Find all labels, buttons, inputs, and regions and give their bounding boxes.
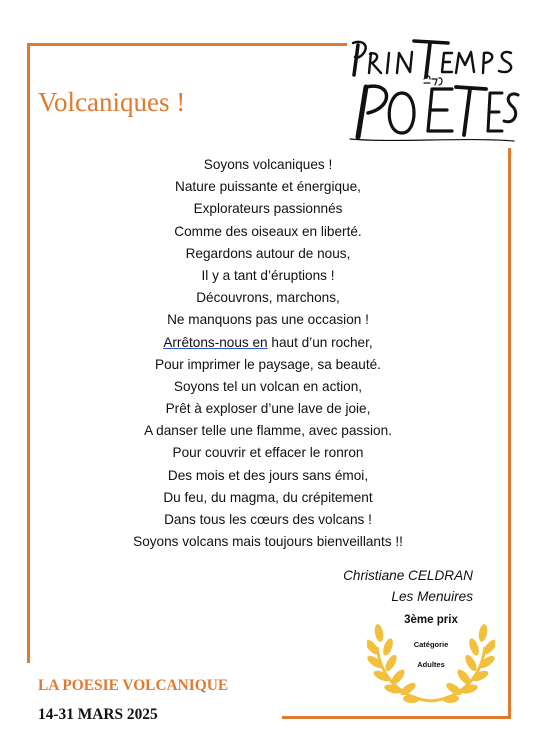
poem-line: Des mois et des jours sans émoi, [167,467,369,483]
frame-left-border [27,43,30,663]
author-block [300,565,473,607]
poem-line: Explorateurs passionnés [193,201,343,217]
poem-line: Du feu, du magma, du crépitement [163,489,373,505]
author-name: Christiane CELDRAN [343,568,473,583]
poem-title: Volcaniques ! [38,87,186,117]
logo-calligraphy-icon [344,33,520,145]
poem-line: Soyons tel un volcan en action, [173,378,363,394]
poem-line: Regardons autour de nous, [185,245,351,261]
poem-line: Pour couvrir et effacer le ronron [172,445,364,461]
event-dates: 14-31 MARS 2025 [38,706,158,723]
poem-line: A danser telle une flamme, avec passion. [144,423,392,439]
frame-bottom-border [282,716,511,719]
frame-right-border [508,148,511,719]
poem-line-rest: haut d’un rocher, [267,334,373,350]
award-category-value: Adultes [417,660,445,669]
poem-line: Il y a tant d’éruptions ! [201,267,335,283]
award-rank: 3ème prix [404,614,458,626]
poem-line: Soyons volcaniques ! [203,157,333,172]
poem-line: Prêt à exploser d’une lave de joie, [165,401,371,417]
award-badge [367,605,495,705]
poem-body [110,154,426,553]
poem-line: Découvrons, marchons, [196,290,340,306]
frame-top-border [27,43,347,46]
poem-line: Comme des oiseaux en liberté. [174,223,362,239]
poem-line: Pour imprimer le paysage, sa beauté. [155,356,381,372]
poem-line [110,332,426,354]
poem-line: Soyons volcans mais toujours bienveillants !! [133,534,403,550]
author-place: Les Menuires [391,589,473,604]
poem-line: Dans tous les cœurs des volcans ! [164,512,372,527]
poem-line: Nature puissante et énergique, [175,179,361,195]
poem-line: Ne manquons pas une occasion ! [167,312,369,328]
event-name: LA POESIE VOLCANIQUE [38,677,229,694]
award-category-label: Catégorie [413,640,449,649]
poem-line-underlined-text: Arrêtons-nous en [163,334,268,350]
printemps-des-poetes-logo [344,33,520,145]
